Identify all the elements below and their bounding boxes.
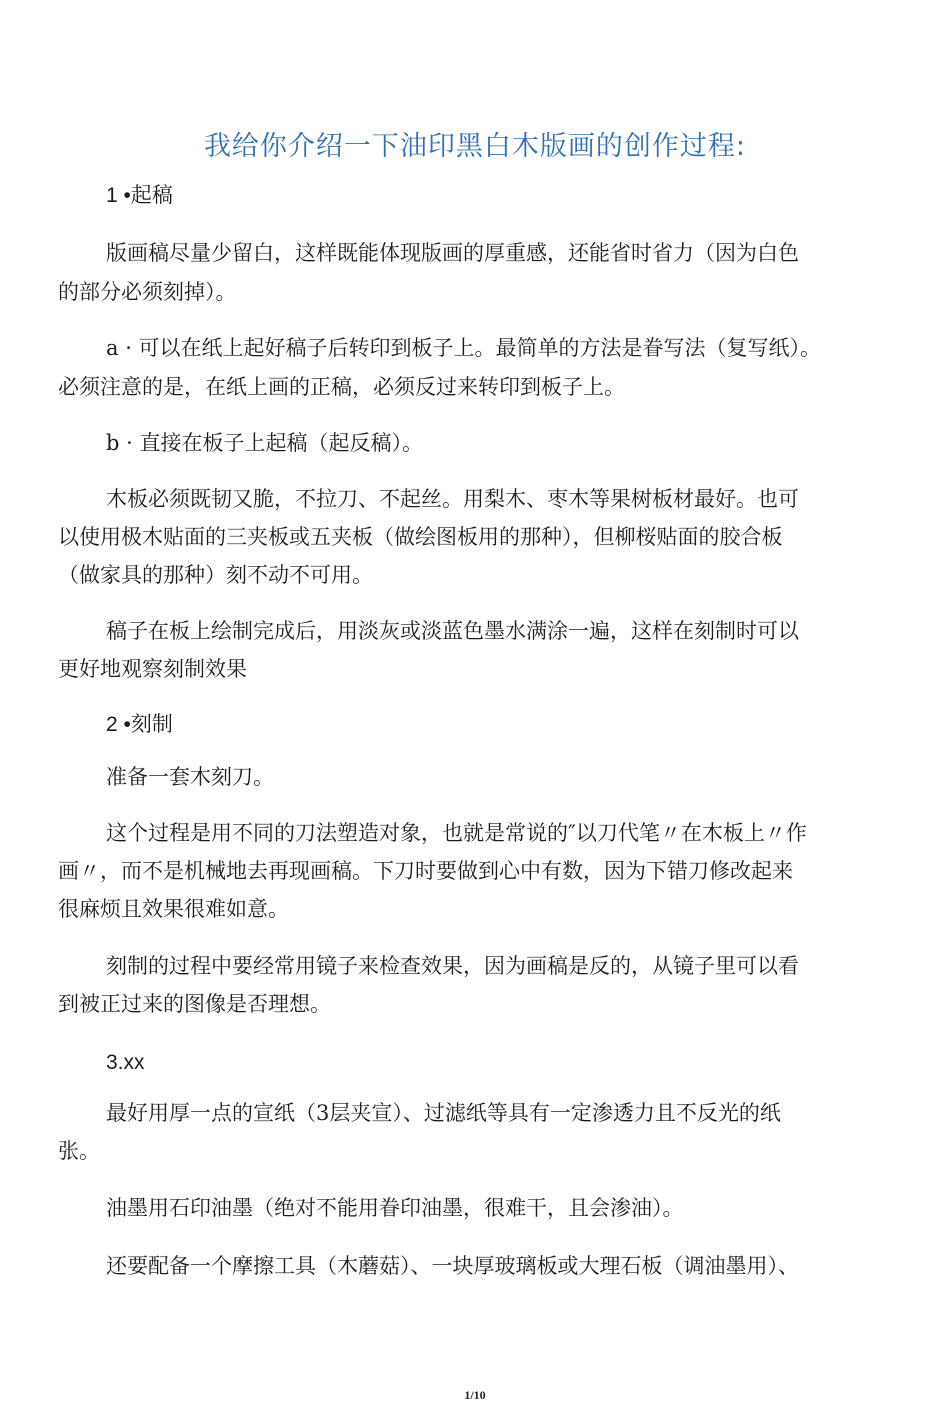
section-heading: 1 •起稿: [106, 184, 173, 207]
text-line: 木板必须既韧又脆，不拉刀、不起丝。用梨木、枣木等果树板材最好。也可: [106, 487, 799, 511]
text-line: 油墨用石印油墨（绝对不能用眷印油墨，很难干，且会渗油）。: [106, 1196, 684, 1220]
text-line: （做家具的那种）刻不动不可用。: [58, 563, 373, 587]
text-line: 稿子在板上绘制完成后，用淡灰或淡蓝色墨水满涂一遍，这样在刻制时可以: [106, 619, 799, 643]
text-line: a · 可以在纸上起好稿子后转印到板子上。最简单的方法是眷写法（复写纸）。: [106, 336, 822, 360]
text-line: 必须注意的是，在纸上画的正稿，必须反过来转印到板子上。: [58, 375, 625, 399]
text-line: 画〃，而不是机械地去再现画稿。下刀时要做到心中有数，因为下错刀修改起来: [58, 859, 793, 883]
text-line: 到被正过来的图像是否理想。: [58, 992, 331, 1016]
text-line: 还要配备一个摩擦工具（木蘑菇）、一块厚玻璃板或大理石板（调油墨用）、: [106, 1254, 799, 1278]
section-heading: 3.xx: [106, 1051, 145, 1074]
section-heading: 2 •刻制: [106, 713, 173, 736]
text-line: 版画稿尽量少留白，这样既能体现版画的厚重感，还能省时省力（因为白色: [106, 241, 799, 265]
text-line: b · 直接在板子上起稿（起反稿）。: [106, 431, 423, 455]
text-line: 刻制的过程中要经常用镜子来检查效果，因为画稿是反的，从镜子里可以看: [106, 954, 799, 978]
text-line: 以使用极木贴面的三夹板或五夹板（做绘图板用的那种），但柳桜贴面的胶合板: [58, 525, 783, 549]
document-title: 我给你介绍一下油印黑白木版画的创作过程:: [203, 131, 747, 162]
text-line: 这个过程是用不同的刀法塑造对象，也就是常说的″以刀代笔〃在木板上〃作: [106, 821, 807, 845]
page-number: 1/10: [464, 1388, 486, 1402]
text-line: 张。: [58, 1139, 100, 1163]
text-line: 的部分必须刻掉）。: [58, 280, 237, 304]
text-line: 最好用厚一点的宣纸（3层夹宣）、过滤纸等具有一定渗透力且不反光的纸: [106, 1101, 781, 1125]
text-line: 更好地观察刻制效果: [58, 657, 247, 681]
text-line: 准备一套木刻刀。: [106, 765, 274, 789]
text-line: 很麻烦且效果很难如意。: [58, 897, 289, 921]
